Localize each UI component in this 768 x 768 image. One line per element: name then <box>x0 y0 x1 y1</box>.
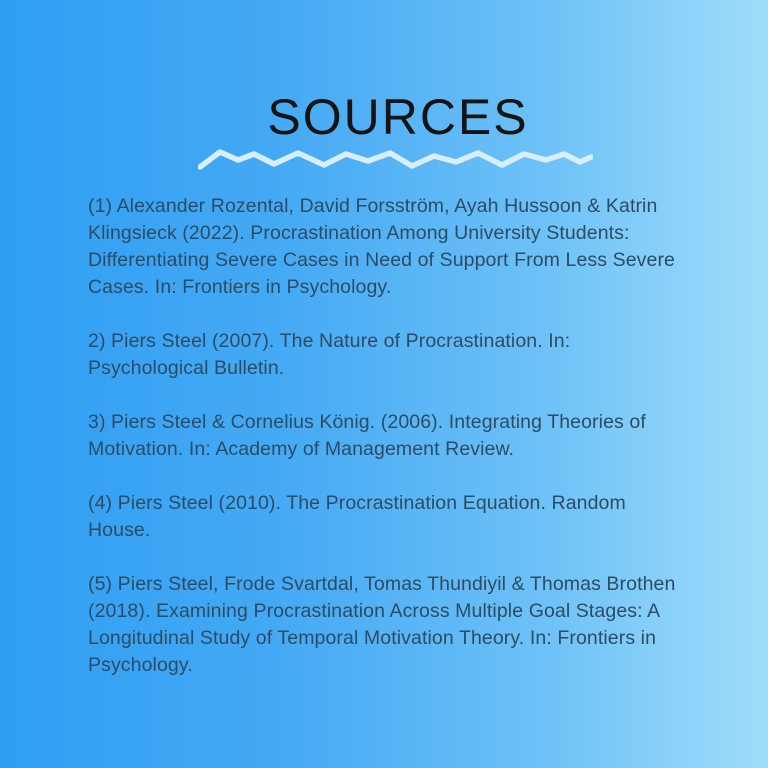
source-item-3: 3) Piers Steel & Cornelius König. (2006). Integrating Theories of Motivation. In: Academy of Management Review. <box>88 411 646 460</box>
source-list <box>88 193 690 706</box>
source-item-5: (5) Piers Steel, Frode Svartdal, Tomas Thundiyil & Thomas Brothen (2018). Examining Procrastination Across Multiple Goal Stages: A Longitudinal Study of Temporal Motivation Theory. In: Frontiers in Psychology. <box>88 573 676 676</box>
source-item-2: 2) Piers Steel (2007). The Nature of Procrastination. In: Psychological Bulletin. <box>88 330 571 379</box>
page-title: SOURCES <box>267 89 529 145</box>
wavy-underline-icon <box>198 144 593 172</box>
source-item-1: (1) Alexander Rozental, David Forsström, Ayah Hussoon & Katrin Klingsieck (2022). Procrastination Among University Students: Differentiating Severe Cases in Need of Support From Less Severe Cases. In: Frontiers in Psychology. <box>88 195 676 298</box>
source-item-4: (4) Piers Steel (2010). The Procrastination Equation. Random House. <box>88 492 626 541</box>
